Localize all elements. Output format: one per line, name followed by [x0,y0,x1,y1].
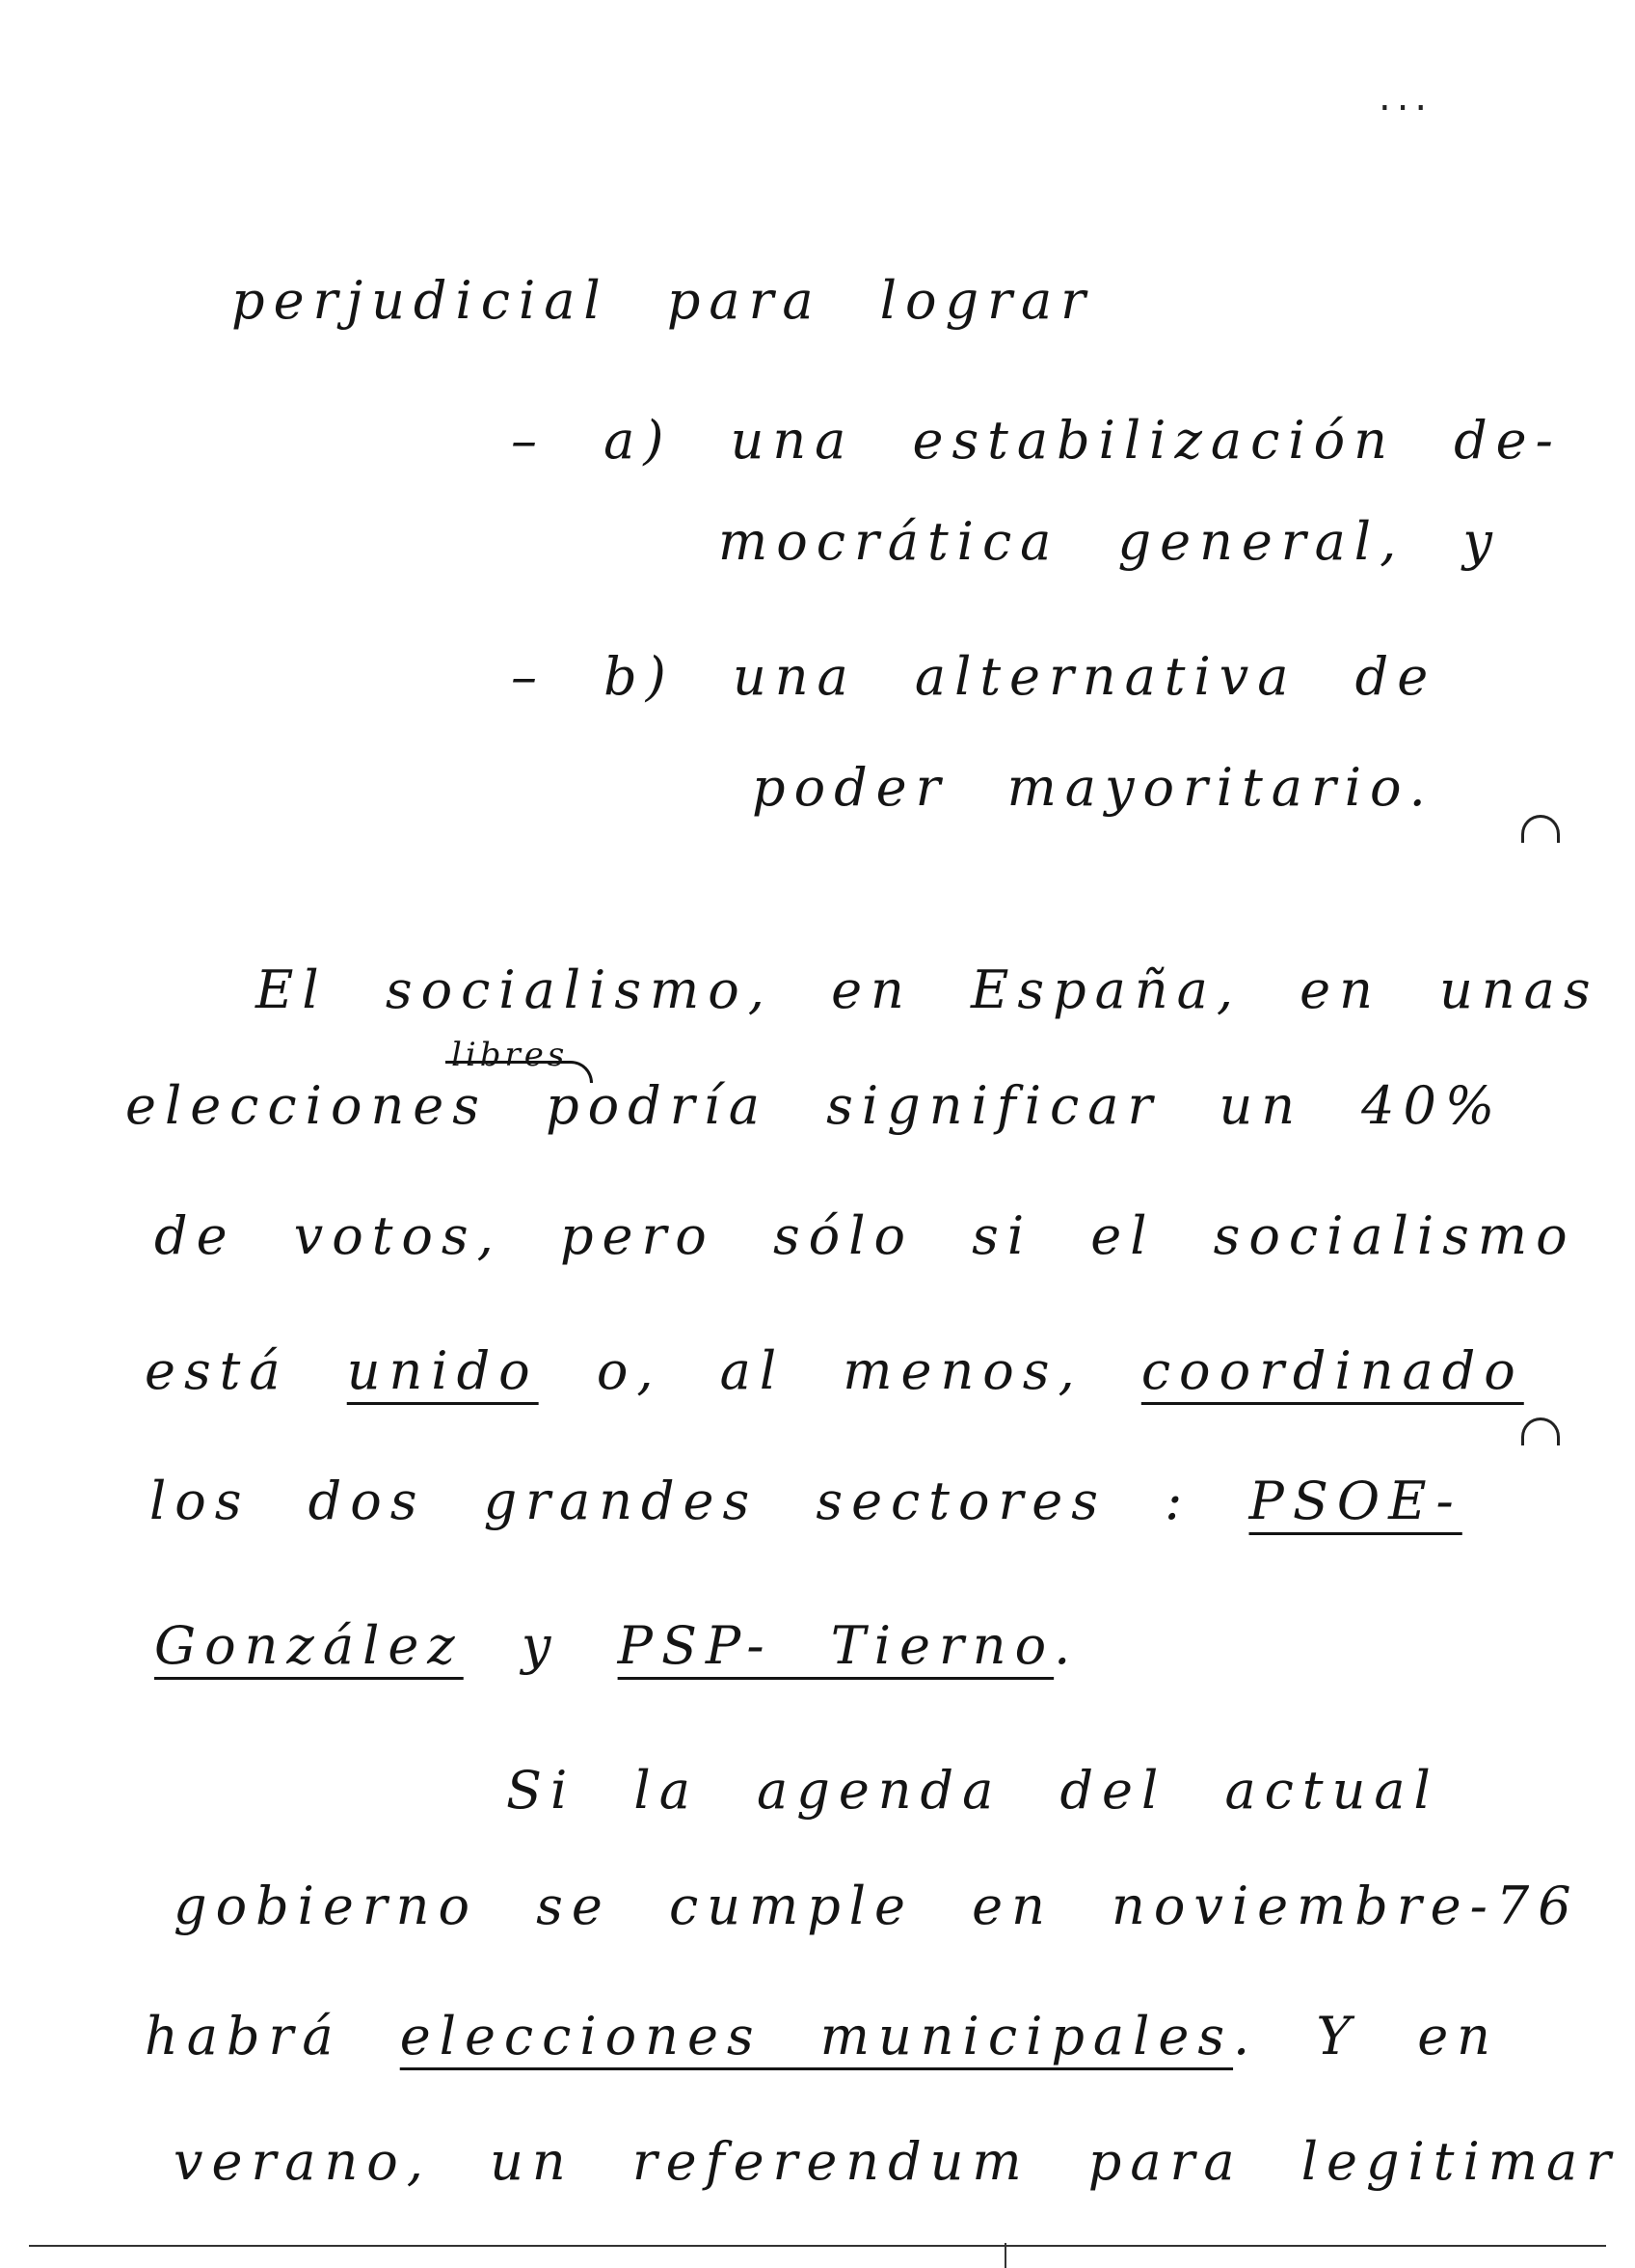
text-line-11-d: . [1054,1615,1080,1676]
text-line-1: perjudicial para lograr [231,270,1094,331]
underlined-unido: unido [346,1340,539,1401]
text-line-3: mocrática general, y [718,511,1501,572]
binding-hole-mark [1521,815,1560,843]
text-line-10 [149,1471,1462,1531]
text-line-5: poder mayoritario. [752,757,1434,818]
text-line-14-a: habrá [145,2006,342,2066]
page-bottom-edge [29,2245,1606,2247]
text-line-9 [145,1340,1524,1401]
underlined-psp-tierno: PSP- Tierno [617,1615,1055,1676]
text-line-2: – a) una estabilización de- [511,410,1562,471]
underlined-elecciones-municipales: elecciones municipales [399,2006,1234,2066]
text-line-10-a: los dos grandes sectores : [149,1471,1192,1531]
text-line-6: El socialismo, en España, en unas [255,959,1599,1020]
page-continuation-marker: ... [1379,75,1434,120]
text-line-11 [154,1615,1080,1676]
text-line-9-c: o, al menos, [596,1340,1084,1401]
inserted-word-libres: libres [451,1036,569,1074]
text-line-8: de votos, pero sólo si el socialismo [154,1205,1576,1266]
underlined-psoe: PSOE- [1248,1471,1462,1531]
text-line-14 [145,2006,1499,2066]
underlined-coordinado: coordinado [1140,1340,1524,1401]
text-line-9-a: está [145,1340,289,1401]
text-line-11-b: y [521,1615,560,1676]
text-line-13: gobierno se cumple en noviembre-76 [174,1876,1580,1936]
page-fold-mark [1005,2243,1006,2268]
insertion-caret [445,1061,593,1083]
binding-hole-mark-2 [1521,1418,1560,1445]
text-line-7 [125,1075,1504,1136]
text-line-12: Si la agenda del actual [506,1760,1439,1821]
text-line-15: verano, un referendum para legitimar [174,2131,1620,2192]
text-line-4: – b) una alternativa de [511,646,1437,707]
text-line-14-c: . Y en [1233,2006,1499,2066]
text-line-7-rest: podría significar un 40% [546,1075,1504,1136]
text-line-7-start: elecciones [125,1075,488,1136]
underlined-gonzalez: González [154,1615,464,1676]
